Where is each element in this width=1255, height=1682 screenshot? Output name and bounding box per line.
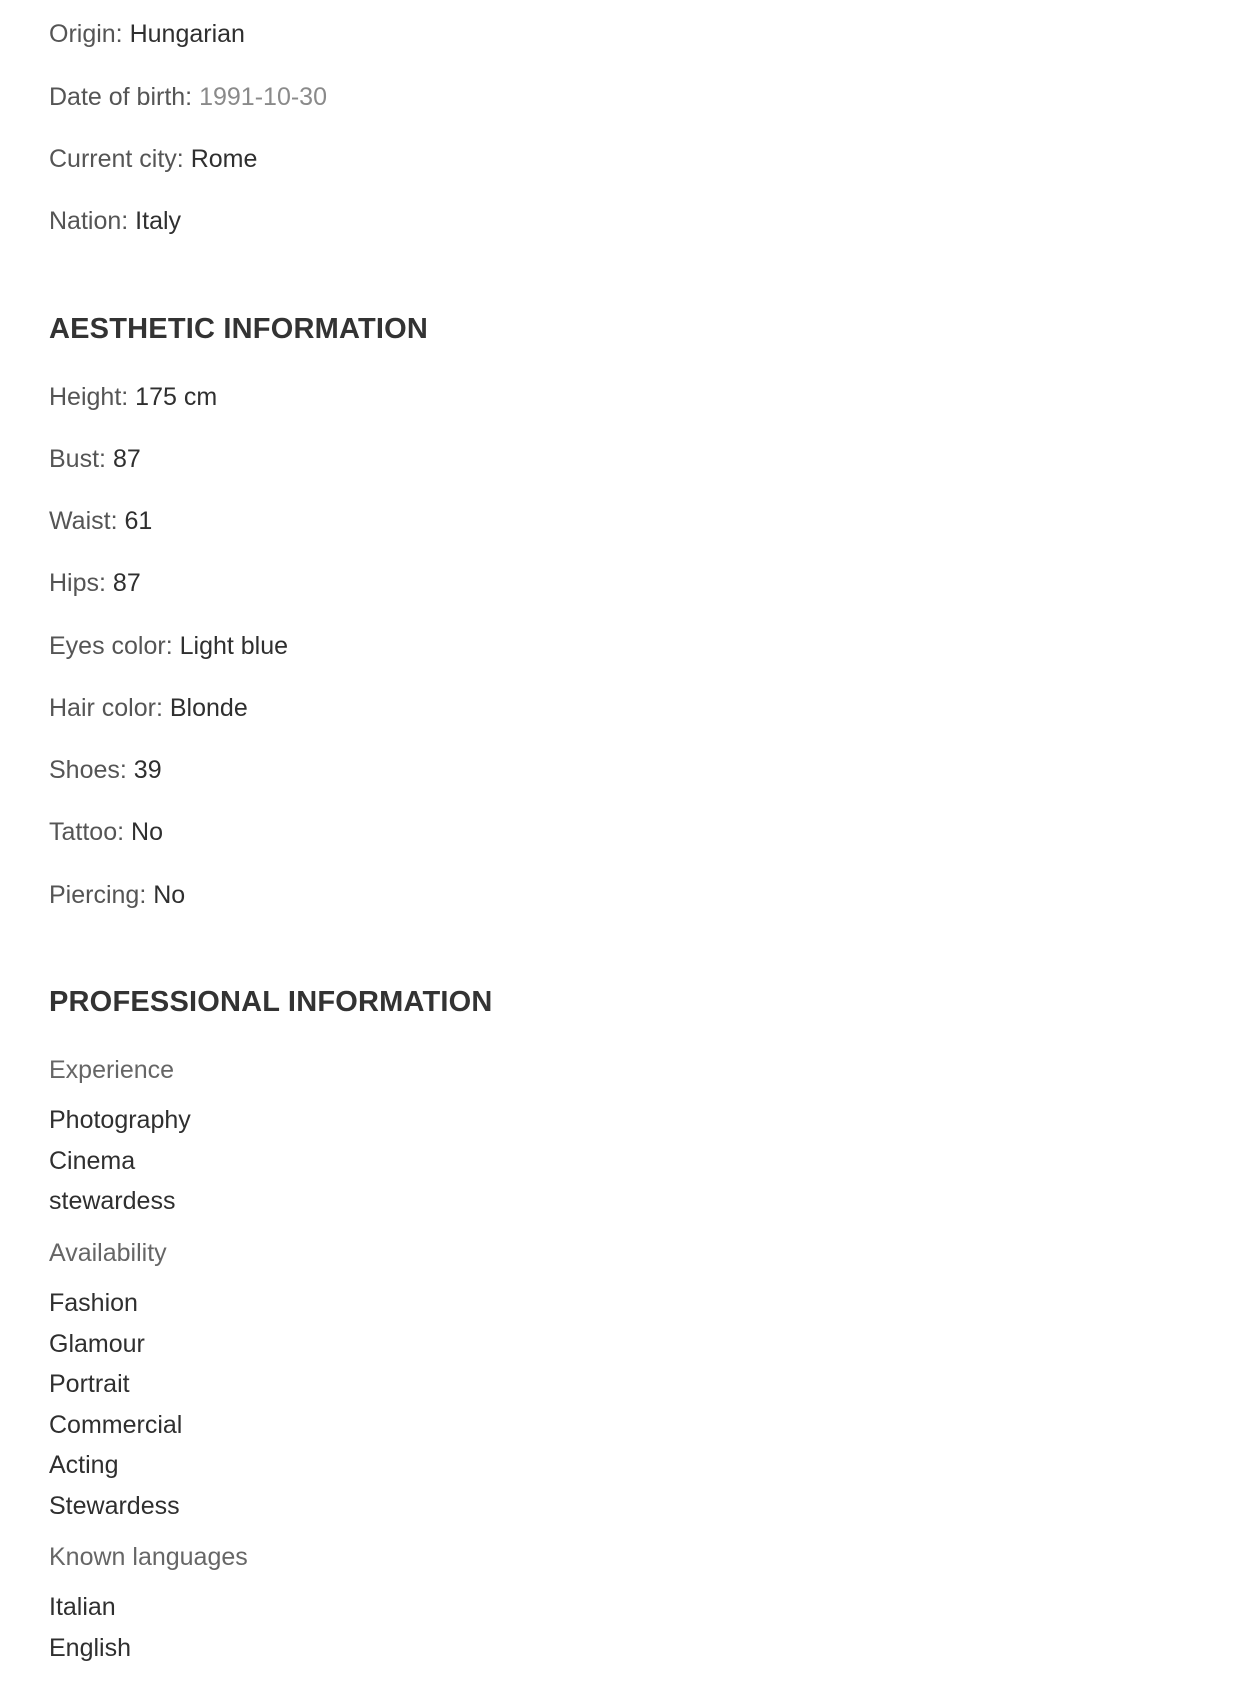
bust-field bbox=[49, 443, 141, 475]
waist-value: 61 bbox=[124, 507, 153, 535]
list-item: Italian bbox=[49, 1593, 116, 1621]
piercing-value: No bbox=[153, 881, 186, 909]
hips-label: Hips: bbox=[49, 569, 106, 597]
list-item: Portrait bbox=[49, 1370, 130, 1398]
list-item: Commercial bbox=[49, 1410, 183, 1439]
eyes-value: Light blue bbox=[179, 632, 289, 660]
origin-label: Origin: bbox=[49, 20, 123, 48]
height-value: 175 cm bbox=[135, 383, 218, 411]
list-item: Cinema bbox=[49, 1146, 136, 1175]
professional-section-title: PROFESSIONAL INFORMATION bbox=[49, 986, 493, 1018]
nation-field bbox=[49, 205, 181, 237]
shoes-label: Shoes: bbox=[49, 756, 127, 784]
languages-list bbox=[49, 1587, 131, 1668]
dob-field bbox=[49, 81, 327, 113]
city-label: Current city: bbox=[49, 145, 184, 173]
tattoo-label: Tattoo: bbox=[49, 818, 125, 846]
list-item: Photography bbox=[49, 1106, 191, 1134]
eyes-label: Eyes color: bbox=[49, 632, 173, 660]
nation-value: Italy bbox=[135, 207, 182, 235]
hair-label: Hair color: bbox=[49, 694, 163, 722]
aesthetic-section-title: AESTHETIC INFORMATION bbox=[49, 313, 429, 345]
bust-label: Bust: bbox=[49, 445, 106, 473]
list-item: Stewardess bbox=[49, 1491, 180, 1520]
bust-value: 87 bbox=[112, 445, 141, 473]
hair-field bbox=[49, 692, 248, 724]
dob-value: 1991-10-30 bbox=[199, 83, 327, 111]
city-value: Rome bbox=[190, 145, 258, 173]
tattoo-field bbox=[49, 816, 163, 848]
shoes-field bbox=[49, 754, 162, 786]
shoes-value: 39 bbox=[133, 756, 162, 784]
list-item: stewardess bbox=[49, 1187, 176, 1215]
tattoo-value: No bbox=[131, 818, 163, 846]
origin-value: Hungarian bbox=[129, 20, 245, 48]
list-item: Acting bbox=[49, 1451, 119, 1479]
hips-value: 87 bbox=[112, 569, 141, 597]
dob-label: Date of birth: bbox=[49, 83, 193, 111]
experience-label: Experience bbox=[49, 1056, 175, 1084]
availability-label: Availability bbox=[49, 1239, 167, 1267]
height-label: Height: bbox=[49, 383, 129, 411]
piercing-label: Piercing: bbox=[49, 881, 147, 909]
origin-field bbox=[49, 18, 245, 50]
city-field bbox=[49, 143, 257, 175]
availability-list bbox=[49, 1283, 182, 1526]
experience-list bbox=[49, 1100, 191, 1222]
hair-value: Blonde bbox=[169, 694, 248, 722]
list-item: English bbox=[49, 1633, 131, 1662]
languages-label: Known languages bbox=[49, 1543, 248, 1571]
piercing-field bbox=[49, 879, 185, 911]
waist-label: Waist: bbox=[49, 507, 118, 535]
list-item: Glamour bbox=[49, 1329, 145, 1358]
waist-field bbox=[49, 505, 152, 537]
eyes-field bbox=[49, 630, 288, 662]
hips-field bbox=[49, 567, 141, 599]
nation-label: Nation: bbox=[49, 207, 129, 235]
height-field bbox=[49, 381, 217, 413]
list-item: Fashion bbox=[49, 1289, 138, 1317]
